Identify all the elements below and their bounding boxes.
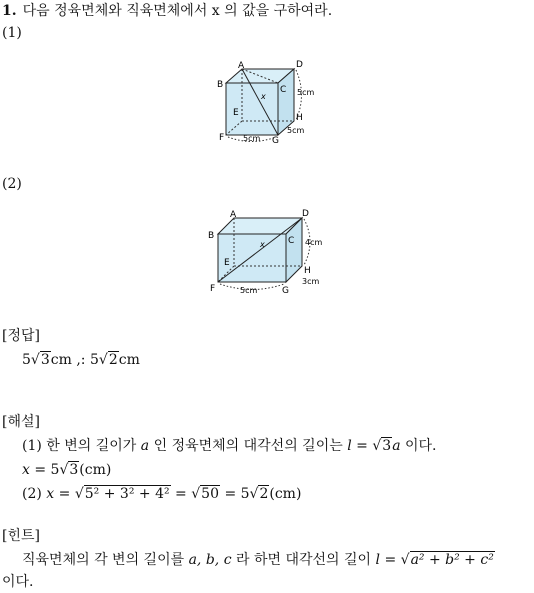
- answer-heading: [정답]: [2, 328, 40, 344]
- vertex-b-label: B: [208, 231, 215, 241]
- answer-separator: ,:: [71, 352, 90, 368]
- answer2-radicand: 2: [108, 352, 118, 368]
- sqrt-sign: √50: [191, 486, 219, 502]
- answer-line: [22, 351, 140, 369]
- hint-eq: =: [384, 552, 397, 568]
- x-label: x: [260, 240, 265, 249]
- vertex-b-label: B: [217, 80, 224, 90]
- expl3-unit: (cm): [269, 486, 302, 502]
- question-line: [2, 2, 332, 20]
- question-number: 1.: [2, 3, 17, 19]
- sqrt-sign: √a² + b² + c²: [400, 552, 494, 568]
- vertex-f-label: F: [219, 133, 225, 143]
- expl1-var-l: l: [347, 438, 352, 454]
- sqrt-sign: √5² + 3² + 4²: [74, 486, 170, 502]
- expl3-radicand-3: 2: [259, 486, 269, 502]
- hint-heading: [힌트]: [2, 528, 40, 544]
- sqrt-sign: √2: [249, 486, 269, 502]
- explanation-heading: [해설]: [2, 414, 40, 430]
- dim-depth-label: 3cm: [302, 277, 320, 286]
- expl2-var-x: x: [22, 462, 30, 478]
- dim-bottom-label: 5cm: [240, 286, 258, 295]
- answer2-coef: 5: [89, 352, 99, 368]
- sqrt-sign: √2: [98, 352, 118, 368]
- hint-line: [22, 551, 495, 569]
- vertex-f-label: F: [210, 284, 216, 294]
- expl3-radicand-2: 50: [201, 486, 219, 502]
- vertex-d-label: D: [302, 209, 309, 219]
- x-label: x: [261, 92, 266, 101]
- vertex-e-label: E: [233, 108, 239, 118]
- vertex-a-label: A: [230, 210, 237, 220]
- expl1-post: 이다.: [405, 438, 437, 454]
- dim-depth-label: 5cm: [287, 126, 305, 135]
- dim-bottom-label: 5cm: [243, 134, 261, 143]
- expl3-eq3: = 5: [224, 486, 250, 502]
- expl3-radicand-1: 5² + 3² + 4²: [84, 486, 170, 502]
- explanation-line-1: [22, 437, 437, 455]
- expl2-radicand: 3: [69, 462, 79, 478]
- expl2-eq: = 5: [34, 462, 60, 478]
- vertex-h-label: H: [304, 266, 311, 276]
- cube-figure: [212, 58, 322, 148]
- vertex-g-label: G: [272, 136, 279, 146]
- explanation-line-2: [22, 461, 111, 479]
- vertex-d-label: D: [296, 60, 303, 70]
- expl2-unit: (cm): [79, 462, 112, 478]
- sqrt-sign: √3: [30, 352, 50, 368]
- expl3-eq2: =: [175, 486, 187, 502]
- dim-right-label: 5cm: [297, 88, 315, 97]
- hint-radicand: a² + b² + c²: [410, 552, 494, 568]
- expl1-var-a2: a: [392, 438, 401, 454]
- hint-var-l: l: [375, 552, 380, 568]
- part1-label: (1): [2, 25, 22, 41]
- answer1-radicand: 3: [40, 352, 50, 368]
- vertex-a-label: A: [238, 61, 245, 71]
- vertex-c-label: C: [288, 236, 295, 246]
- part2-label: (2): [2, 176, 22, 192]
- sqrt-sign: √3: [372, 438, 392, 454]
- answer2-unit: cm: [118, 352, 140, 368]
- expl3-pre: (2): [22, 486, 42, 502]
- expl1-radicand: 3: [382, 438, 392, 454]
- vertex-h-label: H: [296, 113, 303, 123]
- expl1-mid: 인 정육면체의 대각선의 길이는: [153, 438, 343, 454]
- expl1-pre: (1) 한 변의 길이가: [22, 438, 137, 454]
- vertex-g-label: G: [282, 286, 289, 296]
- expl3-var-x: x: [46, 486, 55, 502]
- hint-pre: 직육면체의 각 변의 길이를: [22, 552, 185, 568]
- hint-mid: 라 하면 대각선의 길이: [235, 552, 372, 568]
- vertex-e-label: E: [224, 258, 230, 268]
- question-text: 다음 정육면체와 직육면체에서 x 의 값을 구하여라.: [22, 3, 333, 19]
- dim-right-label: 4cm: [305, 238, 323, 247]
- hint-end: 이다.: [2, 574, 34, 590]
- explanation-line-3: [22, 485, 301, 503]
- vertex-c-label: C: [280, 85, 287, 95]
- expl1-var-a: a: [140, 438, 150, 454]
- answer1-coef: 5: [22, 352, 31, 368]
- cuboid-figure: [204, 207, 332, 299]
- hint-vars: a, b, c: [188, 552, 232, 568]
- expl3-eq: =: [58, 486, 71, 502]
- answer1-unit: cm: [50, 352, 72, 368]
- expl1-eq: =: [356, 438, 368, 454]
- sqrt-sign: √3: [59, 462, 79, 478]
